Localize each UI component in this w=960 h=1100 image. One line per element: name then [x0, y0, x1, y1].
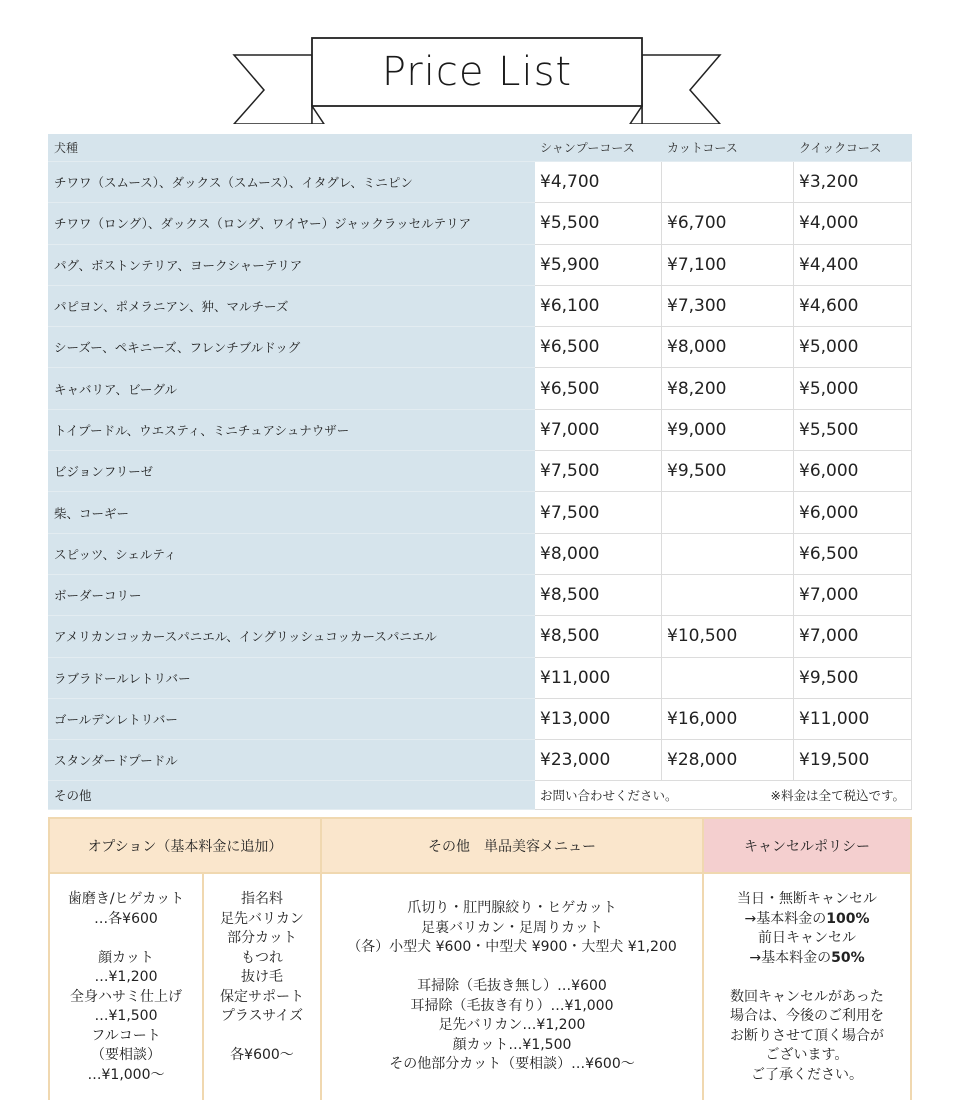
option-line: …¥1,500 — [94, 1008, 158, 1024]
price-table — [48, 134, 912, 810]
notice-line: 数回キャンセルがあった — [730, 988, 884, 1005]
single-menu-title: その他 単品美容メニュー — [322, 819, 702, 874]
quick-price: ¥7,000 — [794, 575, 912, 616]
table-row — [48, 616, 912, 657]
notice-line: ご了承ください。 — [751, 1066, 863, 1083]
shampoo-price: ¥8,500 — [535, 575, 662, 616]
menu-line: 足裏バリカン・足周りカット — [421, 919, 603, 936]
shampoo-price: ¥8,500 — [535, 616, 662, 657]
cut-price — [662, 534, 794, 575]
header-shampoo-course: シャンプーコース — [535, 134, 662, 162]
options-list-flat — [204, 874, 320, 1100]
options-title: オプション（基本料金に追加） — [50, 819, 320, 874]
fee-rate: 100% — [826, 910, 870, 927]
price-list-banner — [230, 34, 730, 124]
quick-price: ¥3,200 — [794, 162, 912, 203]
cut-price: ¥8,200 — [662, 368, 794, 409]
quick-price: ¥4,600 — [794, 286, 912, 327]
table-row — [48, 410, 912, 451]
cancel-policy-body — [704, 874, 910, 1100]
breed-cell: パピヨン、ポメラニアン、狆、マルチーズ — [48, 286, 535, 327]
breed-cell: チワワ（ロング）、ダックス（ロング、ワイヤー）ジャックラッセルテリア — [48, 203, 535, 244]
header-cut-course: カットコース — [662, 134, 794, 162]
table-row — [48, 327, 912, 368]
shampoo-price: ¥4,700 — [535, 162, 662, 203]
cut-price: ¥16,000 — [662, 699, 794, 740]
breed-cell: ビジョンフリーゼ — [48, 451, 535, 492]
breed-cell: 柴、コーギー — [48, 492, 535, 533]
cut-price — [662, 492, 794, 533]
table-row — [48, 492, 912, 533]
single-menu-body — [322, 874, 702, 1100]
shampoo-price: ¥8,000 — [535, 534, 662, 575]
option-line: 全身ハサミ仕上げ — [70, 988, 182, 1005]
shampoo-price: ¥7,500 — [535, 451, 662, 492]
quick-price: ¥19,500 — [794, 740, 912, 781]
option-line: （要相談） — [91, 1047, 161, 1063]
option-line: 指名料 — [241, 891, 283, 907]
shampoo-price: ¥6,500 — [535, 368, 662, 409]
breed-cell: ボーダーコリー — [48, 575, 535, 616]
table-row — [48, 534, 912, 575]
cut-price: ¥7,100 — [662, 245, 794, 286]
cut-price — [662, 162, 794, 203]
options-body — [50, 874, 320, 1100]
table-row — [48, 740, 912, 781]
options-panel — [50, 819, 322, 1100]
table-row — [48, 451, 912, 492]
quick-price: ¥6,000 — [794, 451, 912, 492]
option-line: フルコート — [91, 1027, 161, 1044]
shampoo-price: ¥5,900 — [535, 245, 662, 286]
same-day-cancel-fee — [745, 910, 870, 930]
option-line: プラスサイズ — [220, 1008, 304, 1024]
option-line: 各¥600〜 — [230, 1047, 294, 1063]
option-line: 歯磨き/ヒゲカット — [67, 891, 185, 907]
table-row — [48, 368, 912, 409]
fee-prefix: →基本料金の — [744, 910, 827, 927]
breed-cell: スピッツ、シェルティ — [48, 534, 535, 575]
header-quick-course: クイックコース — [794, 134, 912, 162]
cut-price: ¥8,000 — [662, 327, 794, 368]
option-line: 部分カット — [227, 930, 297, 946]
option-line: 足先バリカン — [220, 910, 304, 927]
fee-rate: 50% — [831, 949, 865, 966]
quick-price: ¥9,500 — [794, 658, 912, 699]
cut-price: ¥10,500 — [662, 616, 794, 657]
single-menu-panel — [322, 819, 704, 1100]
table-row — [48, 658, 912, 699]
shampoo-price: ¥11,000 — [535, 658, 662, 699]
option-line: …¥1,200 — [94, 969, 158, 985]
quick-price: ¥5,000 — [794, 368, 912, 409]
breed-cell-other: その他 — [48, 781, 535, 810]
breed-cell: スタンダードプードル — [48, 740, 535, 781]
breed-cell: パグ、ボストンテリア、ヨークシャーテリア — [48, 245, 535, 286]
option-line: もつれ — [241, 949, 283, 966]
options-list-priced — [50, 874, 204, 1100]
fee-prefix: →基本料金の — [749, 949, 832, 966]
shampoo-price: ¥6,500 — [535, 327, 662, 368]
quick-price: ¥11,000 — [794, 699, 912, 740]
shampoo-price: ¥7,500 — [535, 492, 662, 533]
contact-note: お問い合わせください。 — [540, 788, 678, 804]
cut-price: ¥6,700 — [662, 203, 794, 244]
option-line: 抜け毛 — [241, 969, 283, 985]
cut-price: ¥7,300 — [662, 286, 794, 327]
quick-price: ¥6,000 — [794, 492, 912, 533]
breed-cell: シーズー、ペキニーズ、フレンチブルドッグ — [48, 327, 535, 368]
cut-price: ¥9,500 — [662, 451, 794, 492]
cut-price: ¥9,000 — [662, 410, 794, 451]
table-footer-row — [48, 781, 912, 810]
prev-day-cancel-label: 前日キャンセル — [758, 930, 856, 946]
breed-cell: トイプードル、ウエスティ、ミニチュアシュナウザー — [48, 410, 535, 451]
cancel-policy-title: キャンセルポリシー — [704, 819, 910, 874]
option-line: 顔カット — [98, 949, 154, 966]
shampoo-price: ¥6,100 — [535, 286, 662, 327]
menu-line: 爪切り・肛門腺絞り・ヒゲカット — [407, 900, 617, 916]
shampoo-price: ¥7,000 — [535, 410, 662, 451]
notice-line: お断りさせて頂く場合が — [730, 1027, 884, 1044]
quick-price: ¥6,500 — [794, 534, 912, 575]
menu-line: 顔カット…¥1,500 — [452, 1036, 572, 1053]
table-row — [48, 575, 912, 616]
cut-price: ¥28,000 — [662, 740, 794, 781]
menu-line: 足先バリカン…¥1,200 — [438, 1017, 586, 1033]
table-row — [48, 162, 912, 203]
table-row — [48, 245, 912, 286]
menu-line: 耳掃除（毛抜き有り）…¥1,000 — [410, 997, 614, 1014]
cut-price — [662, 658, 794, 699]
shampoo-price: ¥23,000 — [535, 740, 662, 781]
table-row — [48, 286, 912, 327]
table-header-row — [48, 134, 912, 162]
quick-price: ¥5,500 — [794, 410, 912, 451]
quick-price: ¥7,000 — [794, 616, 912, 657]
cancel-policy-panel — [704, 819, 910, 1100]
quick-price: ¥4,000 — [794, 203, 912, 244]
option-line: …¥1,000〜 — [87, 1066, 165, 1083]
quick-price: ¥4,400 — [794, 245, 912, 286]
shampoo-price: ¥5,500 — [535, 203, 662, 244]
quick-price: ¥5,000 — [794, 327, 912, 368]
notice-line: 場合は、今後のご利用を — [730, 1008, 884, 1024]
shampoo-price: ¥13,000 — [535, 699, 662, 740]
same-day-cancel-label: 当日・無断キャンセル — [737, 891, 877, 907]
breed-cell: キャバリア、ビーグル — [48, 368, 535, 409]
table-row — [48, 203, 912, 244]
tax-included-note: ※料金は全て税込です。 — [770, 788, 905, 804]
prev-day-cancel-fee — [749, 949, 864, 969]
menu-line: その他部分カット（要相談）…¥600〜 — [389, 1056, 635, 1072]
option-line: 保定サポート — [220, 988, 304, 1005]
breed-cell: ゴールデンレトリバー — [48, 699, 535, 740]
notice-line: ございます。 — [765, 1047, 849, 1063]
info-section — [48, 817, 912, 1100]
menu-line: （各）小型犬 ¥600・中型犬 ¥900・大型犬 ¥1,200 — [347, 939, 677, 955]
menu-line: 耳掃除（毛抜き無し）…¥600 — [417, 978, 607, 994]
footer-note — [535, 781, 912, 810]
header-breed: 犬種 — [48, 134, 535, 162]
breed-cell: チワワ（スムース）、ダックス（スムース）、イタグレ、ミニピン — [48, 162, 535, 203]
breed-cell: ラブラドールレトリバー — [48, 658, 535, 699]
cut-price — [662, 575, 794, 616]
breed-cell: アメリカンコッカースパニエル、イングリッシュコッカースパニエル — [48, 616, 535, 657]
table-row — [48, 699, 912, 740]
page-title: Price List — [381, 49, 573, 95]
option-line: …各¥600 — [94, 910, 158, 927]
